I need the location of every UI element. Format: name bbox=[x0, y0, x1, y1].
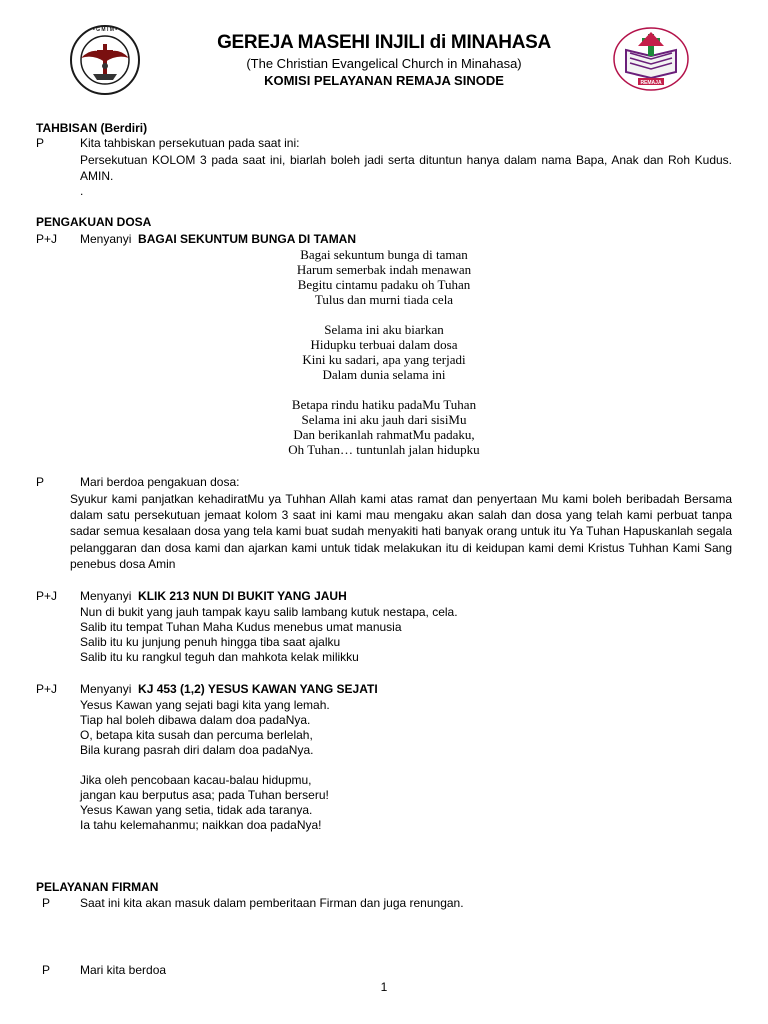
lyric-line: Yesus Kawan yang setia, tidak ada taranya. bbox=[80, 803, 313, 817]
firman-text: Saat ini kita akan masuk dalam pemberitaan Firman dan juga renungan. bbox=[80, 896, 464, 910]
song-title: KJ 453 (1,2) YESUS KAWAN YANG SEJATI bbox=[138, 682, 378, 696]
lyric-line: Bila kurang pasrah diri dalam doa padaNya. bbox=[80, 743, 314, 757]
lyric-spacer bbox=[80, 758, 330, 773]
prayer-paragraph: Syukur kami panjatkan kehadiratMu ya Tuhhan Allah kami atas ramat dan penyertaan Mu kami boleh beribadah Bersama dalam satu persekutuan jemaat kolom 3 saat ini kami mau mengaku akan salah dan dosa yang telah kami perbuat tanpa sadar semua kesalaan dosa yang tela kami buat sudah menyakiti hati banyak orang untuk itu Ya Tuhan Hapuskanlah segala pelanggaran dan dosa kami dan ajarkan kami untuk tidak melakukan itu di keidupan kami demi Kristus Tuhhan Kami Sang penebus dosa Amin bbox=[70, 492, 732, 571]
tahbisan-dot: . bbox=[80, 184, 84, 198]
lyric-line: Tiap hal boleh dibawa dalam doa padaNya. bbox=[80, 713, 311, 727]
tahbisan-heading: TAHBISAN (Berdiri) bbox=[36, 121, 148, 135]
lyric-line: Yesus Kawan yang sejati bagi kita yang lemah. bbox=[80, 698, 330, 712]
song-lyrics bbox=[80, 605, 458, 665]
page-number: 1 bbox=[380, 980, 388, 994]
lyric-line: Betapa rindu hatiku padaMu Tuhan bbox=[291, 397, 477, 412]
lyric-line: Bagai sekuntum bunga di taman bbox=[300, 247, 468, 262]
church-name-title: GEREJA MASEHI INJILI di MINAHASA bbox=[217, 32, 551, 53]
role-label: P bbox=[42, 963, 51, 977]
lyric-line: Dan berikanlah rahmatMu padaku, bbox=[293, 427, 475, 442]
pengakuan-heading: PENGAKUAN DOSA bbox=[36, 215, 152, 229]
commission-title: KOMISI PELAYANAN REMAJA SINODE bbox=[264, 73, 504, 88]
role-label: P+J bbox=[36, 589, 58, 603]
lyric-line: Hidupku terbuai dalam dosa bbox=[310, 337, 458, 352]
song-line bbox=[80, 232, 356, 246]
lyric-line: Selama ini aku biarkan bbox=[324, 322, 444, 337]
sing-label: Menyanyi bbox=[80, 589, 132, 603]
lyric-line: Selama ini aku jauh dari sisiMu bbox=[301, 412, 467, 427]
role-label: P bbox=[36, 136, 45, 150]
sing-label: Menyanyi bbox=[80, 232, 132, 246]
firman-heading: PELAYANAN FIRMAN bbox=[36, 880, 159, 894]
tahbisan-paragraph: Persekutuan KOLOM 3 pada saat ini, biarlah boleh jadi serta dituntun hanya dalam nama Bapa, Anak dan Roh Kudus. AMIN. bbox=[80, 153, 732, 183]
role-label: P+J bbox=[36, 682, 58, 696]
lyric-line: Tulus dan murni tiada cela bbox=[314, 292, 454, 307]
svg-text:REMAJA: REMAJA bbox=[640, 80, 662, 86]
song-title: KLIK 213 NUN DI BUKIT YANG JAUH bbox=[138, 589, 347, 603]
lyric-line: Oh Tuhan… tuntunlah jalan hidupku bbox=[288, 442, 480, 457]
remaja-logo bbox=[612, 26, 690, 92]
song-lyrics bbox=[80, 698, 330, 833]
lyric-line: O, betapa kita susah dan percuma berlelah, bbox=[80, 728, 313, 742]
doa-intro: Mari berdoa pengakuan dosa: bbox=[80, 475, 240, 489]
lyric-line: Salib itu ku junjung penuh hingga tiba saat ajalku bbox=[80, 635, 341, 649]
church-english-subtitle: (The Christian Evangelical Church in Minahasa) bbox=[246, 56, 522, 71]
sing-label: Menyanyi bbox=[80, 682, 132, 696]
lyric-spacer bbox=[250, 307, 518, 322]
lyric-line: Dalam dunia selama ini bbox=[322, 367, 446, 382]
lyric-line: jangan kau berputus asa; pada Tuhan berseru! bbox=[80, 788, 329, 802]
svg-text:• G M I M •: • G M I M • bbox=[92, 27, 118, 33]
lyric-line: Harum semerbak indah menawan bbox=[296, 262, 472, 277]
tahbisan-line: Kita tahbiskan persekutuan pada saat ini: bbox=[80, 136, 300, 150]
song-lyrics bbox=[250, 247, 518, 457]
song-line bbox=[80, 589, 347, 603]
role-label: P bbox=[36, 475, 45, 489]
lyric-line: Salib itu tempat Tuhan Maha Kudus menebus umat manusia bbox=[80, 620, 402, 634]
lyric-line: Jika oleh pencobaan kacau-balau hidupmu, bbox=[80, 773, 312, 787]
lyric-line: Kini ku sadari, apa yang terjadi bbox=[302, 352, 466, 367]
lyric-spacer bbox=[250, 382, 518, 397]
song-title: BAGAI SEKUNTUM BUNGA DI TAMAN bbox=[138, 232, 357, 246]
lyric-line: Begitu cintamu padaku oh Tuhan bbox=[297, 277, 471, 292]
role-label: P+J bbox=[36, 232, 58, 246]
lyric-line: Ia tahu kelemahanmu; naikkan doa padaNya! bbox=[80, 818, 322, 832]
lyric-line: Salib itu ku rangkul teguh dan mahkota kelak milikku bbox=[80, 650, 359, 664]
lyric-line: Nun di bukit yang jauh tampak kayu salib lambang kutuk nestapa, cela. bbox=[80, 605, 458, 619]
role-label: P bbox=[42, 896, 51, 910]
song-line bbox=[80, 682, 378, 696]
firman-text: Mari kita berdoa bbox=[80, 963, 167, 977]
